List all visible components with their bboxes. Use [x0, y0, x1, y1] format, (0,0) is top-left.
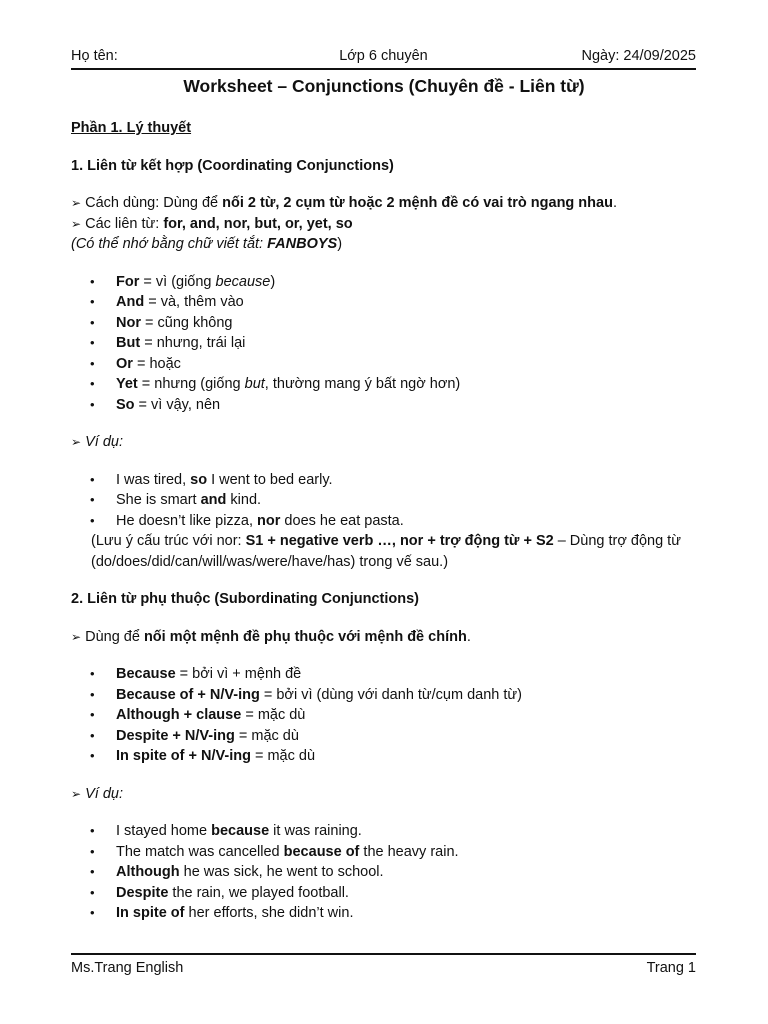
worksheet-title: Worksheet – Conjunctions (Chuyên đề - Liên từ) — [183, 76, 585, 96]
s2-examples — [71, 821, 696, 924]
footer-author: Ms.Trang English — [71, 960, 184, 976]
page-footer — [71, 953, 696, 980]
list-item: • In spite of her efforts, she didn’t win. — [71, 903, 696, 924]
date-label: Ngày: 24/09/2025 — [581, 48, 696, 64]
subordinating-list — [71, 664, 696, 767]
section1-heading: 1. Liên từ kết hợp (Coordinating Conjunctions) — [71, 157, 394, 174]
class-label: Lớp 6 chuyên — [339, 48, 428, 64]
arrow-bullet-icon: ➢ — [71, 196, 82, 210]
section2-heading: 2. Liên từ phụ thuộc (Subordinating Conjunctions) — [71, 591, 419, 607]
s1-example-label: ➢ Ví dụ: — [71, 434, 123, 450]
list-item: • But = nhưng, trái lại — [71, 333, 696, 354]
s1-mnemonic: (Có thể nhớ bằng chữ viết tắt: FANBOYS) — [71, 236, 343, 252]
list-item: • Although + clause = mặc dù — [71, 705, 696, 726]
list-item: • Because of + N/V-ing = bởi vì (dùng với danh từ/cụm danh từ) — [71, 685, 696, 706]
nor-note-line2: (do/does/did/can/will/was/were/have/has) trong vế sau.) — [91, 553, 449, 570]
list-item: • I stayed home because it was raining. — [71, 821, 696, 842]
list-item: • I was tired, so I went to bed early. — [71, 470, 696, 491]
list-item: • Despite the rain, we played football. — [71, 883, 696, 904]
arrow-bullet-icon: ➢ — [71, 216, 82, 231]
coordinating-list — [71, 272, 696, 416]
list-item: • For = vì (giống because) — [71, 272, 696, 293]
s1-usage: ➢ Cách dùng: Dùng để nối 2 từ, 2 cụm từ hoặc 2 mệnh đề có vai trò ngang nhau. — [71, 195, 617, 211]
list-item: • Despite + N/V-ing = mặc dù — [71, 726, 696, 747]
page-header — [71, 46, 696, 70]
s2-usage: ➢ Dùng để nối một mệnh đề phụ thuộc với mệnh đề chính. — [71, 628, 471, 645]
worksheet-content — [71, 118, 696, 924]
arrow-bullet-icon: ➢ — [71, 786, 82, 801]
s1-list: ➢ Các liên từ: for, and, nor, but, or, yet, so — [71, 215, 353, 232]
list-item: • The match was cancelled because of the heavy rain. — [71, 842, 696, 863]
list-item: • Because = bởi vì + mệnh đề — [71, 664, 696, 685]
list-item: • So = vì vậy, nên — [71, 395, 696, 416]
list-item: • She is smart and kind. — [71, 490, 696, 511]
arrow-bullet-icon: ➢ — [71, 629, 82, 644]
nor-note: (Lưu ý cấu trúc với nor: S1 + negative verb …, nor + trợ động từ + S2 – Dùng trợ động từ — [91, 533, 681, 549]
list-item: • Yet = nhưng (giống but, thường mang ý bất ngờ hơn) — [71, 374, 696, 395]
list-item: • Nor = cũng không — [71, 313, 696, 334]
list-item: • Although he was sick, he went to school. — [71, 862, 696, 883]
part-heading: Phần 1. Lý thuyết — [71, 120, 192, 136]
list-item: • He doesn’t like pizza, nor does he eat pasta. — [71, 511, 696, 532]
s1-examples — [71, 470, 696, 532]
list-item: • In spite of + N/V-ing = mặc dù — [71, 746, 696, 767]
list-item: • Or = hoặc — [71, 354, 696, 375]
arrow-bullet-icon: ➢ — [71, 435, 82, 449]
name-label: Họ tên: — [71, 48, 118, 64]
page-number: Trang 1 — [646, 960, 696, 976]
list-item: • And = và, thêm vào — [71, 292, 696, 313]
s2-example-label: ➢ Ví dụ: — [71, 785, 123, 802]
